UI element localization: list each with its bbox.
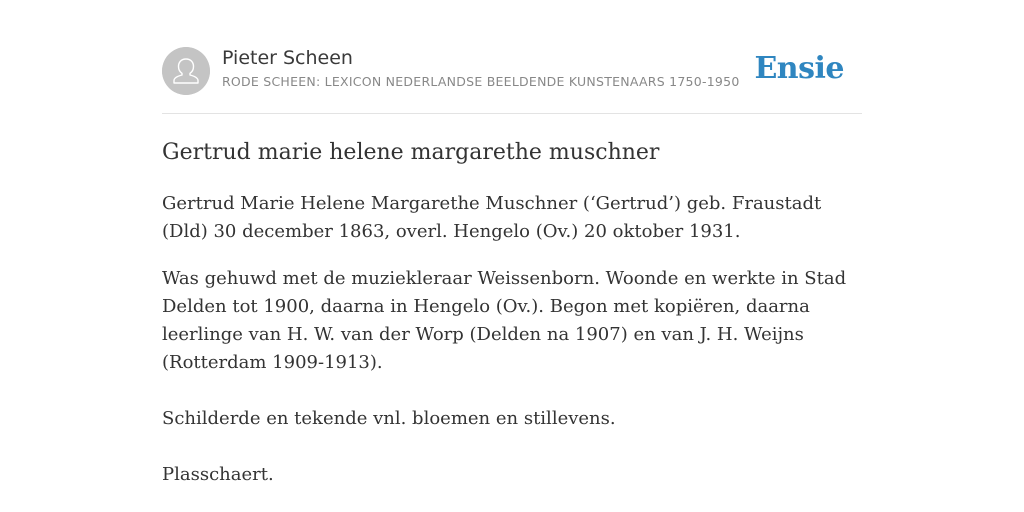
author-avatar[interactable] bbox=[162, 47, 210, 95]
article-paragraph: Schilderde en tekende vnl. bloemen en stillevens. bbox=[162, 408, 616, 429]
source-title[interactable]: RODE SCHEEN: LEXICON NEDERLANDSE BEELDENDE KUNSTENAARS 1750-1950 bbox=[222, 74, 740, 89]
article-header bbox=[162, 46, 862, 96]
article-paragraph: Was gehuwd met de muziekleraar Weissenborn. Woonde en werkte in Stad Delden tot 1900, daarna in Hengelo (Ov.). Begon met kopiëren, daarna leerlinge van H. W. van der Worp (Delden na 1907) en van J. H. Weijns (Rotterdam 1909-1913). bbox=[162, 268, 847, 373]
ensie-logo[interactable]: Ensie bbox=[754, 51, 844, 86]
header-divider bbox=[162, 113, 862, 114]
article-paragraph: Gertrud Marie Helene Margarethe Muschner (‘Gertrud’) geb. Fraustadt (Dld) 30 december 1863, overl. Hengelo (Ov.) 20 oktober 1931. bbox=[162, 193, 822, 242]
user-silhouette-icon bbox=[162, 47, 210, 95]
article-paragraph: Plasschaert. bbox=[162, 464, 274, 485]
author-name[interactable]: Pieter Scheen bbox=[222, 47, 353, 69]
article-body bbox=[162, 190, 862, 508]
article-title: Gertrud marie helene margarethe muschner bbox=[162, 140, 660, 165]
